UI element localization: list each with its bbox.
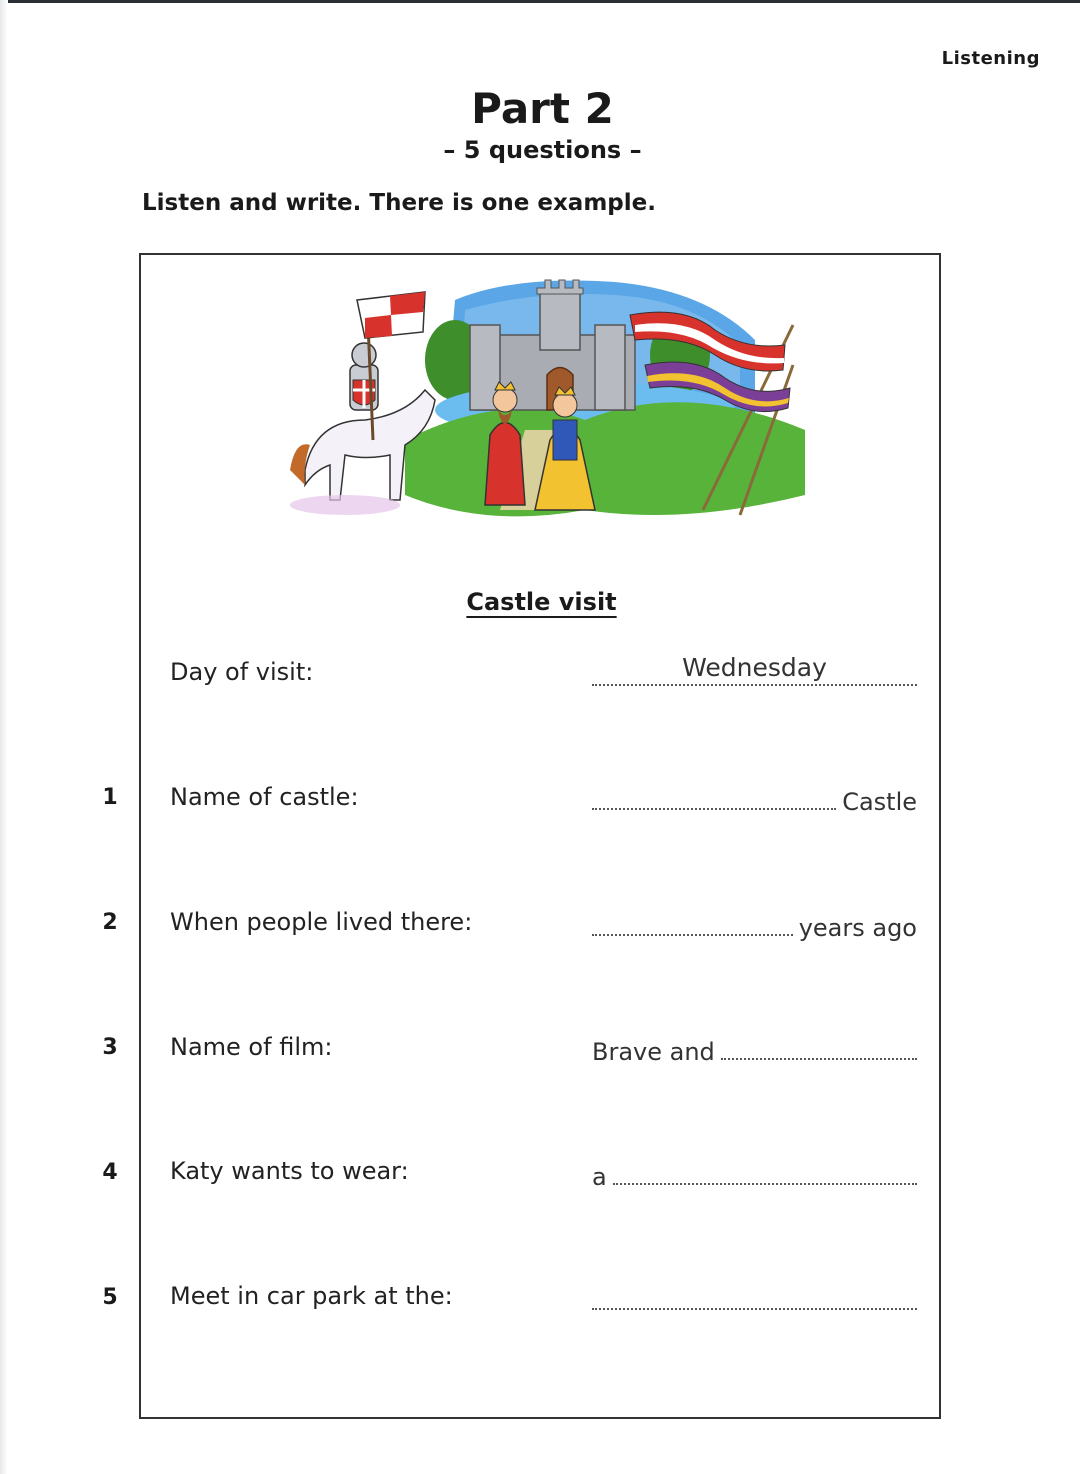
- answer-dotted-line-1[interactable]: [592, 808, 836, 810]
- answer-field-5[interactable]: [592, 1276, 917, 1316]
- part-title: Part 2: [471, 84, 614, 133]
- question-label-5: Meet in car park at the:: [170, 1282, 453, 1310]
- answer-field-2[interactable]: [592, 902, 917, 942]
- part-subtitle: – 5 questions –: [443, 136, 642, 164]
- example-answer-line: [592, 652, 917, 692]
- answer-field-4[interactable]: [592, 1151, 917, 1191]
- answer-dotted-line-5[interactable]: [592, 1308, 917, 1310]
- page-edge-shadow: [0, 0, 8, 1474]
- question-number-2: 2: [102, 910, 118, 935]
- example-dotted-line: [592, 653, 917, 686]
- instruction-text: Listen and write. There is one example.: [142, 190, 656, 216]
- answer-field-1[interactable]: [592, 776, 917, 816]
- question-label-4: Katy wants to wear:: [170, 1157, 409, 1185]
- answer-prefix-4: a: [592, 1163, 607, 1191]
- question-number-1: 1: [102, 785, 118, 810]
- answer-suffix-2: years ago: [798, 914, 917, 942]
- answer-prefix-3: Brave and: [592, 1038, 715, 1066]
- example-answer: Wednesday: [682, 653, 827, 682]
- example-label: Day of visit:: [170, 658, 314, 686]
- form-title: Castle visit: [466, 588, 617, 616]
- answer-dotted-line-3[interactable]: [721, 1058, 917, 1060]
- question-label-1: Name of castle:: [170, 783, 359, 811]
- question-number-3: 3: [102, 1035, 118, 1060]
- answer-dotted-line-2[interactable]: [592, 934, 793, 936]
- answer-field-3[interactable]: [592, 1026, 917, 1066]
- question-label-2: When people lived there:: [170, 908, 473, 936]
- question-number-4: 4: [102, 1160, 118, 1185]
- question-label-3: Name of film:: [170, 1033, 333, 1061]
- question-number-5: 5: [102, 1285, 118, 1310]
- castle-illustration: [285, 270, 805, 530]
- answer-suffix-1: Castle: [842, 788, 917, 816]
- section-label: Listening: [941, 48, 1040, 69]
- top-border: [0, 0, 1080, 3]
- answer-dotted-line-4[interactable]: [613, 1183, 917, 1185]
